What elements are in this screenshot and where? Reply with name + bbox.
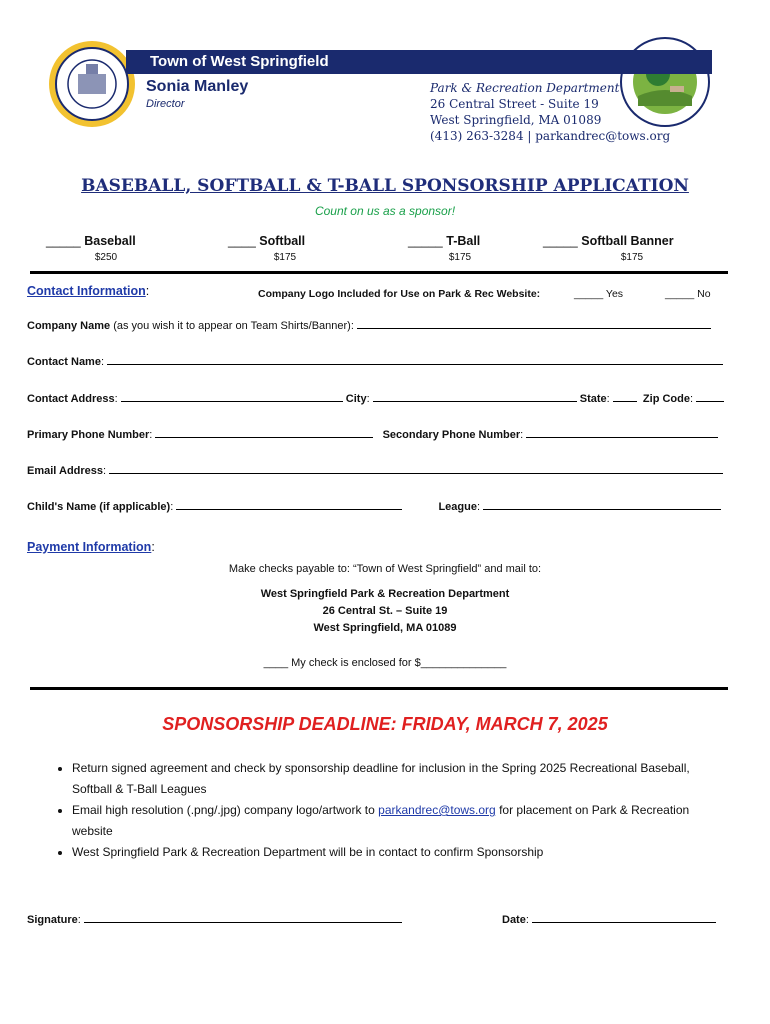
mail-address-line2: 26 Central St. – Suite 19 (322, 605, 448, 617)
logo-yes-option[interactable]: _____ Yes (574, 288, 624, 300)
email-link[interactable]: parkandrec@tows.org (378, 803, 496, 817)
mail-address-line1: West Springfield Park & Recreation Department (260, 588, 510, 600)
town-name: Town of West Springfield (150, 53, 329, 70)
divider (30, 271, 728, 274)
option-softball[interactable]: ____ Softball (228, 234, 306, 248)
contact-heading: Contact Information (27, 284, 146, 298)
tagline: Count on us as a sponsor! (314, 204, 456, 218)
city-line[interactable] (373, 391, 577, 402)
primary-phone-line[interactable] (155, 427, 373, 438)
department-address2: West Springfield, MA 01089 (430, 113, 602, 127)
list-item: • Return signed agreement and check by sponsorship deadline for inclusion in the Spring 2025 Recreational Baseball, Softball & T-Ball Leagues (72, 758, 732, 800)
secondary-phone-line[interactable] (526, 427, 718, 438)
payment-instructions: Make checks payable to: “Town of West Springfield” and mail to: (228, 563, 542, 575)
phone-field[interactable]: Primary Phone Number: Secondary Phone Number: (27, 427, 718, 441)
check-enclosed-field[interactable]: ____ My check is enclosed for $______________ (263, 657, 507, 669)
company-name-field[interactable]: Company Name (as you wish it to appear on Team Shirts/Banner): (27, 318, 711, 332)
town-seal-logo (48, 40, 136, 128)
state-line[interactable] (613, 391, 637, 402)
list-item: • Email high resolution (.png/.jpg) company logo/artwork to parkandrec@tows.org for placement on Park & Recreation website (72, 800, 732, 842)
director-title: Director (146, 98, 185, 110)
zip-line[interactable] (696, 391, 724, 402)
company-name-line[interactable] (357, 318, 711, 329)
director-name: Sonia Manley (146, 78, 249, 95)
option-tball[interactable]: _____ T-Ball (408, 234, 481, 248)
price-tball: $175 (448, 252, 472, 263)
child-league-field[interactable]: Child's Name (if applicable): League: (27, 499, 721, 513)
department-info (430, 80, 670, 144)
contact-name-line[interactable] (107, 354, 723, 365)
contact-address-field[interactable]: Contact Address: City: State: Zip Code: (27, 391, 724, 405)
option-baseball[interactable]: _____ Baseball (46, 234, 136, 248)
department-contact: (413) 263-3284 | parkandrec@tows.org (430, 129, 671, 143)
date-field[interactable]: Date: (502, 912, 716, 926)
form-title: BASEBALL, SOFTBALL & T-BALL SPONSORSHIP APPLICATION (81, 176, 689, 196)
child-name-line[interactable] (176, 499, 402, 510)
option-softball-banner[interactable]: _____ Softball Banner (543, 234, 674, 248)
league-line[interactable] (483, 499, 721, 510)
address-line[interactable] (121, 391, 343, 402)
contact-heading-wrap: Contact Information: (27, 284, 150, 298)
mail-address-line3: West Springfield, MA 01089 (313, 622, 457, 634)
list-item: • West Springfield Park & Recreation Department will be in contact to confirm Sponsorship (72, 842, 732, 863)
signature-field[interactable]: Signature: (27, 912, 402, 926)
email-field[interactable]: Email Address: (27, 463, 723, 477)
price-baseball: $250 (94, 252, 118, 263)
divider (30, 687, 728, 690)
department-address1: 26 Central Street - Suite 19 (430, 97, 599, 111)
date-line[interactable] (532, 912, 716, 923)
sponsorship-deadline: SPONSORSHIP DEADLINE: FRIDAY, MARCH 7, 2025 (162, 714, 608, 734)
payment-heading: Payment Information (27, 540, 152, 554)
contact-name-field[interactable]: Contact Name: (27, 354, 723, 368)
price-softball-banner: $175 (620, 252, 644, 263)
payment-heading-wrap: Payment Information: (27, 540, 155, 554)
signature-line[interactable] (84, 912, 402, 923)
logo-question: Company Logo Included for Use on Park & Rec Website: (258, 288, 541, 300)
price-softball: $175 (273, 252, 297, 263)
instructions-list (52, 758, 732, 863)
department-name: Park & Recreation Department (430, 81, 620, 95)
email-line[interactable] (109, 463, 723, 474)
logo-no-option[interactable]: _____ No (665, 288, 711, 300)
